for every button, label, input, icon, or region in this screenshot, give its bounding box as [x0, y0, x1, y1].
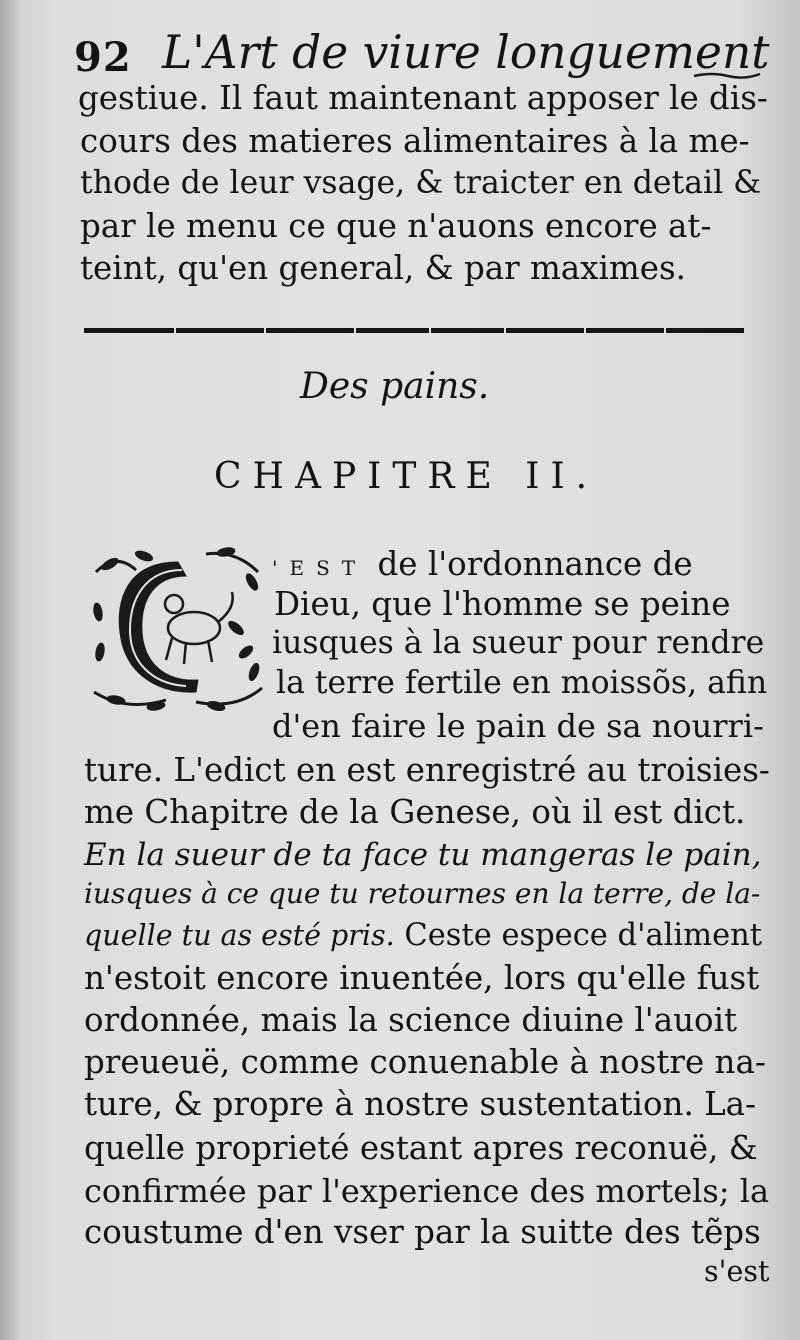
italic-line: iusques à ce que tu retournes en la terre, de la- [84, 877, 761, 910]
text-line: n'estoit encore inuentée, lors qu'elle fust [84, 959, 760, 997]
roman-fragment: Ceste espece d'aliment [394, 918, 763, 953]
text-line: me Chapitre de la Genese, où il est dict. [84, 793, 746, 831]
text-line-first [272, 545, 693, 583]
running-title: L'Art de viure longuement [162, 26, 770, 79]
text-line: ordonnée, mais la science diuine l'auoit [84, 1001, 738, 1039]
text-line: par le menu ce que n'auons encore at- [80, 207, 712, 245]
page-number: 92 [74, 34, 132, 81]
section-title: Des pains. [300, 366, 490, 407]
section-rule [84, 324, 744, 338]
text-line: la terre fertile en moissõs, afin [276, 665, 768, 701]
catchword: s'est [704, 1255, 770, 1288]
text-line: iusques à la sueur pour rendre [272, 625, 765, 661]
text-line: ture. L'edict en est enregistré au troisies- [84, 751, 770, 789]
text-line: Dieu, que l'homme se peine [274, 585, 731, 623]
italic-line: En la sueur de ta face tu mangeras le pain, [84, 837, 762, 873]
text-line: confirmée par l'experience des mortels; la [84, 1172, 770, 1210]
text-line: d'en faire le pain de sa nourri- [272, 707, 764, 745]
text-line: cours des matieres alimentaires à la me- [80, 122, 750, 160]
running-header [70, 22, 770, 82]
text-line-mixed [84, 920, 762, 952]
chapter-heading: CHAPITRE II. [214, 456, 599, 497]
text-line: thode de leur vsage, & traicter en detail & [80, 165, 762, 201]
text-line: ture, & propre à nostre sustentation. La- [84, 1085, 757, 1123]
decorated-initial-c-icon [86, 542, 268, 714]
text-line: gestiue. Il faut maintenant apposer le dis- [78, 79, 768, 117]
text-line: preueuë, comme conuenable à nostre na- [84, 1043, 766, 1081]
italic-fragment: quelle tu as esté pris. [84, 919, 395, 952]
text-line: quelle proprieté estant apres reconuë, & [84, 1129, 758, 1167]
opening-rest: de l'ordonnance de [377, 545, 693, 583]
text-line: teint, qu'en general, & par maximes. [80, 249, 686, 287]
opening-smallcaps: 'EST [272, 556, 368, 580]
text-line: coustume d'en vser par la suitte des tẽps [84, 1213, 761, 1251]
